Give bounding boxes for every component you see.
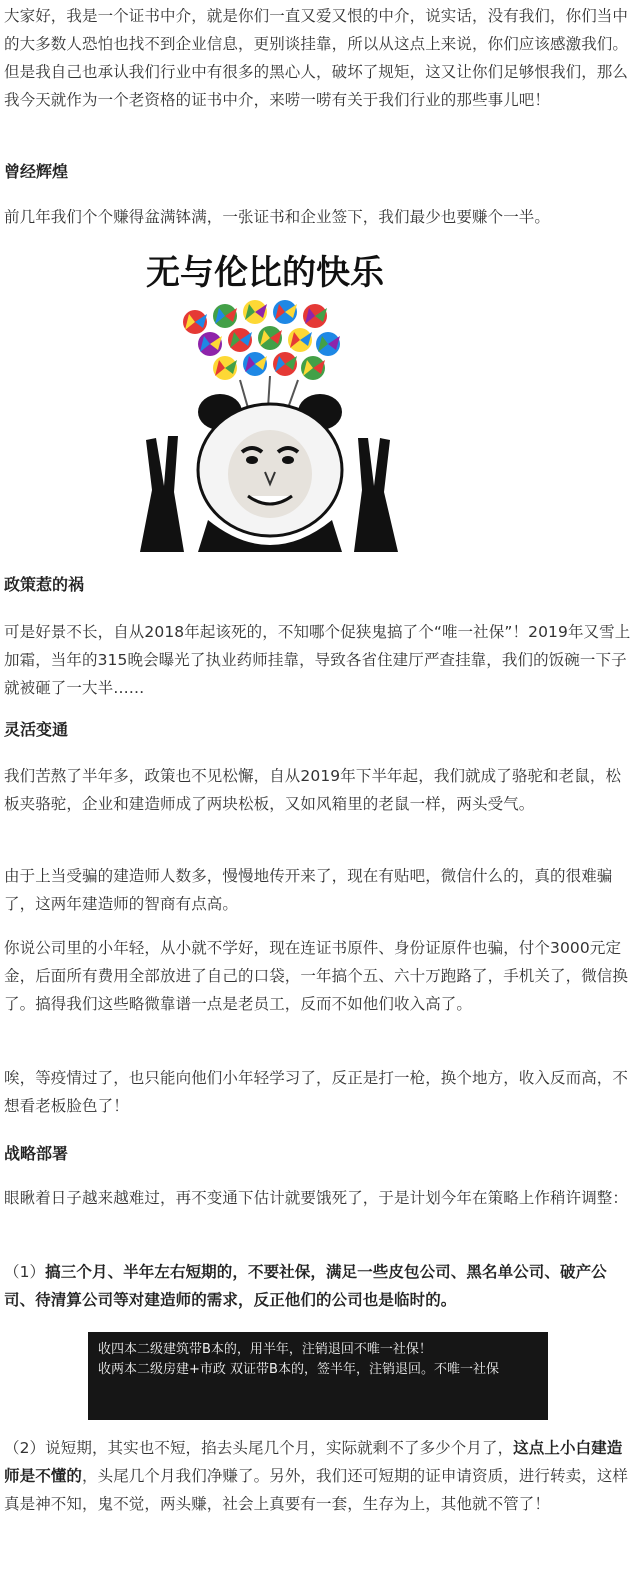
flexible-paragraph-3: 你说公司里的小年轻，从小就不学好，现在连证书原件、身份证原件也骗，付个3000元定金，后面所有费用全部放进了自己的口袋，一年搞个五、六十万跑路了，手机关了，微信换了。搞得我们这些略微靠谱一点是老员工，反而不如他们收入高了。 <box>4 939 629 1013</box>
strategy-item-2 <box>4 1434 636 1518</box>
notice-line-2: 收两本二级房建+市政 双证带B本的，签半年，注销退回。不唯一社保 <box>98 1362 499 1377</box>
item-2-bold-text: 这点上小白建造师是不懂的 <box>4 1439 623 1485</box>
panda-meme-image <box>110 240 420 552</box>
strategy-paragraph: 眼瞅着日子越来越难过，再不变通下估计就要饿死了，于是计划今年在策略上作稍许调整： <box>4 1189 629 1207</box>
item-1-number: （1） <box>4 1263 46 1281</box>
flexible-paragraph-2: 由于上当受骗的建造师人数多，慢慢地传开来了，现在有贴吧，微信什么的，真的很难骗了，这两年建造师的智商有点高。 <box>4 867 613 913</box>
notice-line-1: 收四本二级建筑带B本的，用半年，注销退回不唯一社保！ <box>98 1342 432 1357</box>
flexible-paragraph-4: 唉，等疫情过了，也只能向他们小年轻学习了，反正是打一枪，换个地方，收入反而高，不想看老板脸色了！ <box>4 1069 629 1115</box>
pinwheels <box>183 300 340 408</box>
item-2-text-b: ，头尾几个月我们净赚了。另外，我们还可短期的证申请资质，进行转卖，这样真是神不知，鬼不觉，两头赚，社会上真要有一套，生存为上，其他就不管了！ <box>4 1467 629 1513</box>
glory-paragraph: 前几年我们个个赚得盆满钵满，一张证书和企业签下，我们最少也要赚个一半。 <box>4 208 551 226</box>
section-heading-flexible: 灵活变通 <box>4 720 69 739</box>
right-victory-hand <box>354 438 398 552</box>
panda-meme-illustration <box>110 240 420 552</box>
section-heading-strategy: 战略部署 <box>4 1144 69 1163</box>
section-heading-policy: 政策惹的祸 <box>4 575 85 594</box>
meme-caption: 无与伦比的快乐 <box>146 253 384 293</box>
policy-paragraph: 可是好景不长，自从2018年起该死的，不知哪个促狭鬼搞了个“唯一社保”！2019年又雪上加霜，当年的315晚会曝光了执业药师挂靠，导致各省住建厅严查挂靠，我们的饭碗一下子就被砸了一大半…… <box>4 623 631 697</box>
left-victory-hand <box>140 436 184 552</box>
strategy-item-1 <box>4 1258 636 1314</box>
intro-paragraph: 大家好，我是一个证书中介，就是你们一直又爱又恨的中介，说实话，没有我们，你们当中的大多数人恐怕也找不到企业信息，更别谈挂靠，所以从这点上来说，你们应该感激我们。但是我自己也承认我们行业中有很多的黑心人，破坏了规矩，这又让你们足够恨我们，那么我今天就作为一个老资格的证书中介，来唠一唠有关于我们行业的那些事儿吧！ <box>4 7 629 109</box>
flexible-paragraph-1: 我们苦熬了半年多，政策也不见松懈，自从2019年下半年起，我们就成了骆驼和老鼠，松板夹骆驼，企业和建造师成了两块松板，又如风箱里的老鼠一样，两头受气。 <box>4 767 622 813</box>
recruitment-notice-image <box>88 1332 548 1420</box>
section-heading-glory: 曾经辉煌 <box>4 162 69 181</box>
item-1-bold-text: 搞三个月、半年左右短期的，不要社保，满足一些皮包公司、黑名单公司、破产公司、待清算公司等对建造师的需求，反正他们的公司也是临时的。 <box>4 1263 607 1309</box>
item-2-text-a: （2）说短期，其实也不短，掐去头尾几个月，实际就剩不了多少个月了， <box>4 1439 514 1457</box>
